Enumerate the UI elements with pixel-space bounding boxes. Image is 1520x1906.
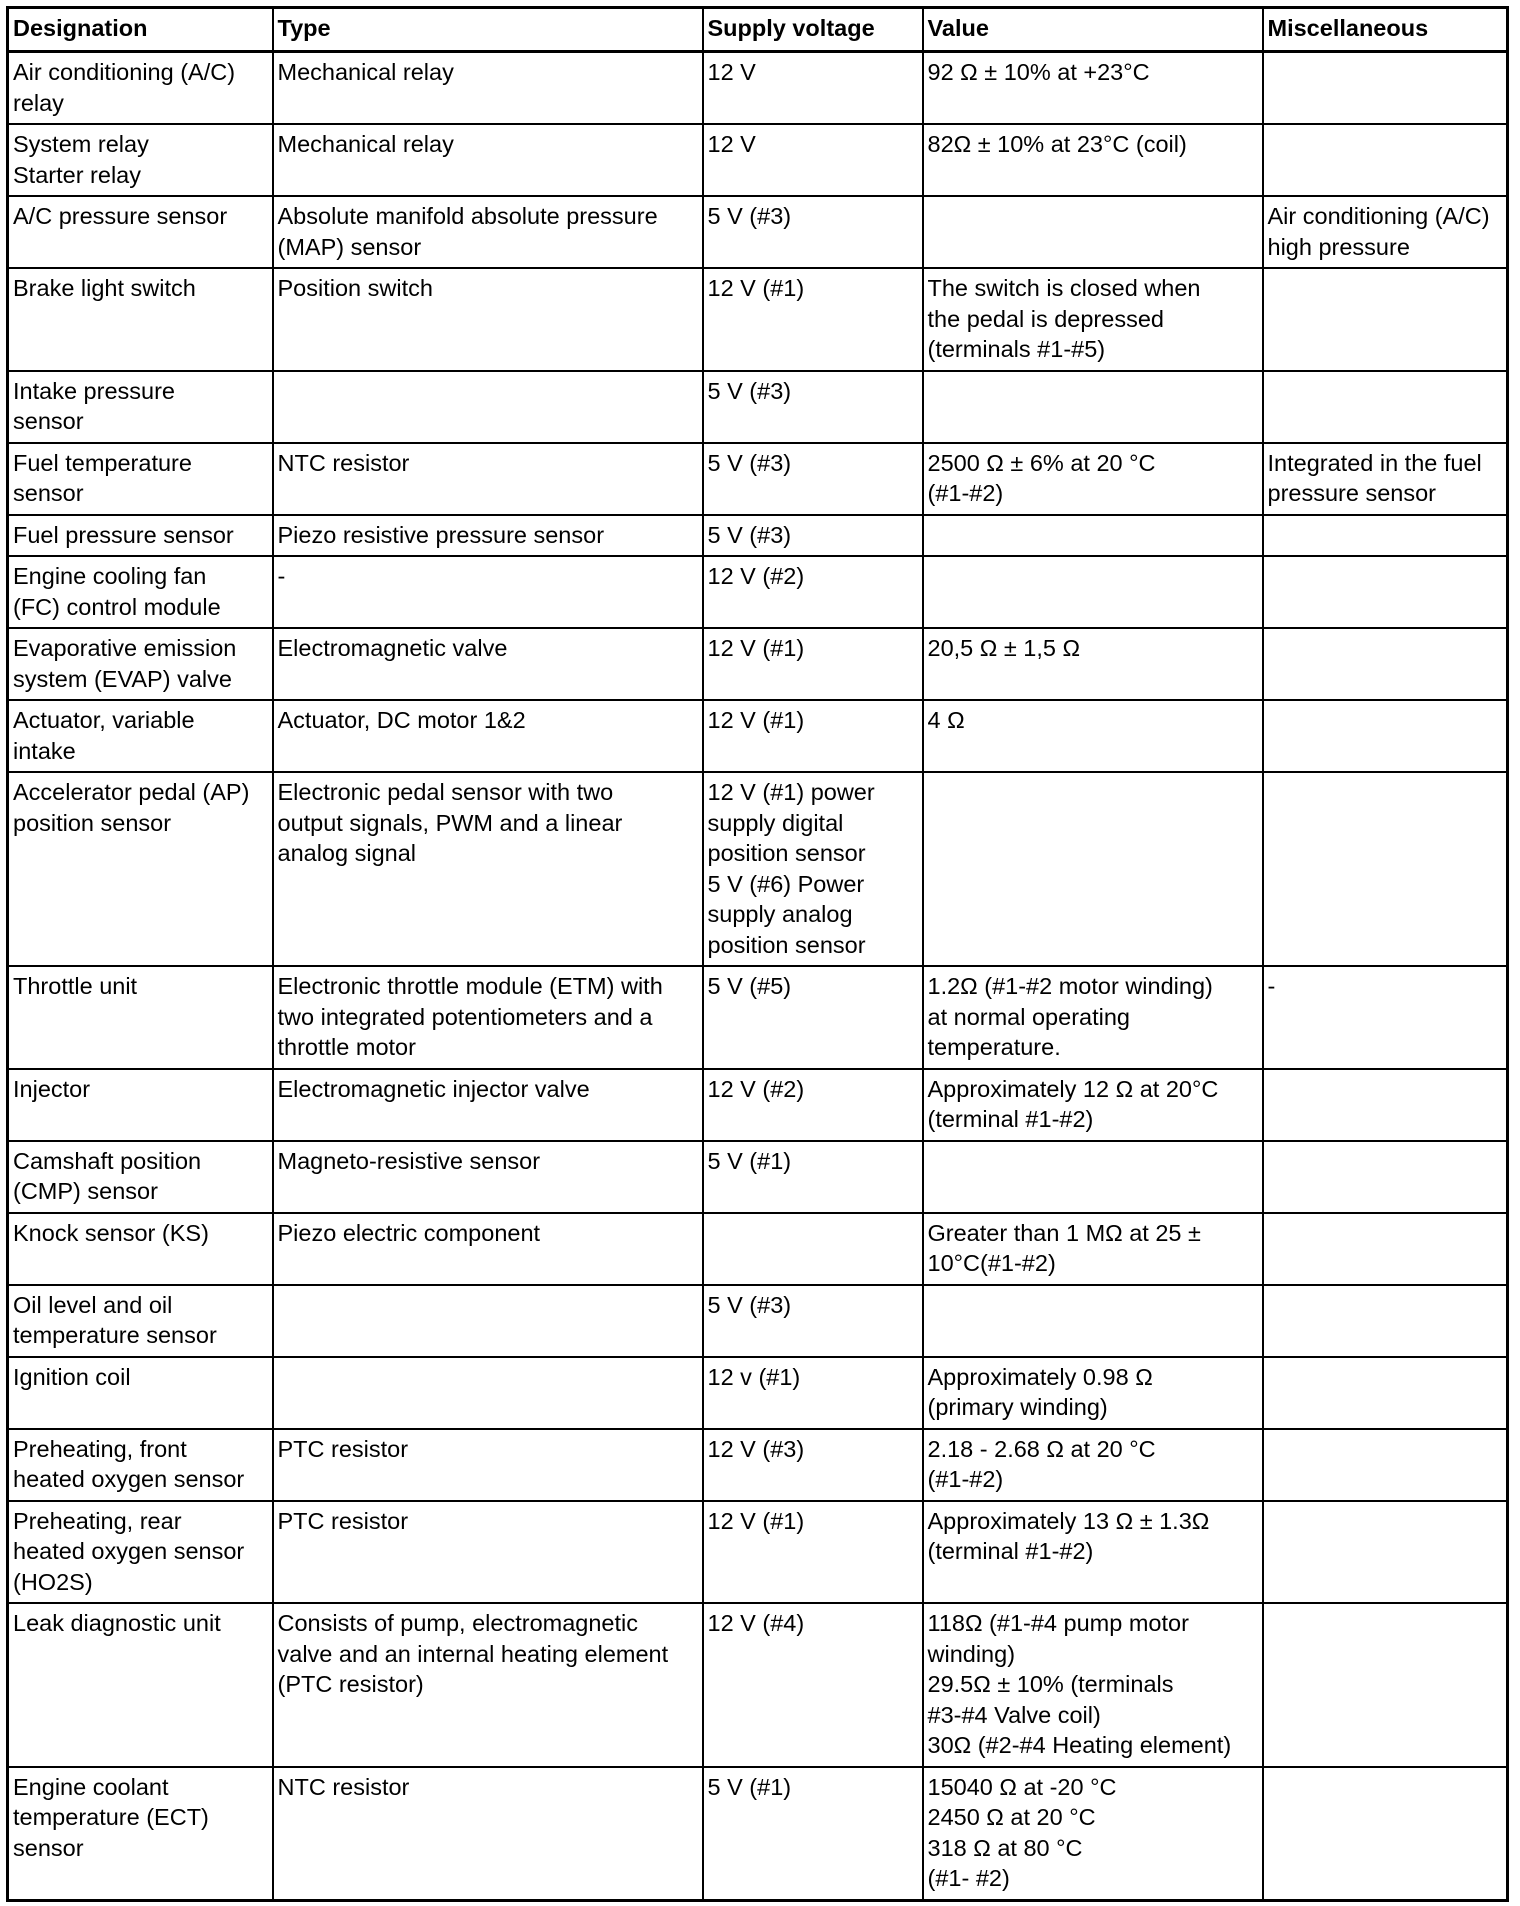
cell-miscellaneous (1263, 1429, 1508, 1501)
table-row (8, 371, 1508, 443)
table-row (8, 1285, 1508, 1357)
cell-type: Actuator, DC motor 1&2 (273, 700, 703, 772)
cell-miscellaneous (1263, 1501, 1508, 1604)
cell-value: 20,5 Ω ± 1,5 Ω (923, 628, 1263, 700)
cell-type: Position switch (273, 268, 703, 371)
cell-type: Mechanical relay (273, 52, 703, 125)
cell-miscellaneous (1263, 1213, 1508, 1285)
cell-miscellaneous (1263, 628, 1508, 700)
cell-miscellaneous (1263, 556, 1508, 628)
cell-designation: Actuator, variable intake (8, 700, 273, 772)
cell-value (923, 196, 1263, 268)
cell-supply-voltage: 12 V (#3) (703, 1429, 923, 1501)
cell-type: - (273, 556, 703, 628)
table-row (8, 268, 1508, 371)
cell-designation: Brake light switch (8, 268, 273, 371)
table-row (8, 1501, 1508, 1604)
cell-miscellaneous (1263, 515, 1508, 557)
component-spec-table (6, 6, 1509, 1902)
cell-value: Approximately 12 Ω at 20°C (terminal #1-#2) (923, 1069, 1263, 1141)
cell-type: Piezo electric component (273, 1213, 703, 1285)
cell-type (273, 371, 703, 443)
cell-supply-voltage: 12 V (#2) (703, 1069, 923, 1141)
cell-designation: Evaporative emission system (EVAP) valve (8, 628, 273, 700)
cell-designation: Knock sensor (KS) (8, 1213, 273, 1285)
cell-value: 2.18 - 2.68 Ω at 20 °C (#1-#2) (923, 1429, 1263, 1501)
cell-supply-voltage: 12 V (#1) (703, 1501, 923, 1604)
cell-miscellaneous (1263, 772, 1508, 966)
cell-type: Piezo resistive pressure sensor (273, 515, 703, 557)
cell-designation: Preheating, front heated oxygen sensor (8, 1429, 273, 1501)
cell-supply-voltage: 12 v (#1) (703, 1357, 923, 1429)
cell-miscellaneous (1263, 268, 1508, 371)
cell-value: 1.2Ω (#1-#2 motor winding) at normal operating temperature. (923, 966, 1263, 1069)
header-designation: Designation (8, 8, 273, 52)
cell-value: 4 Ω (923, 700, 1263, 772)
cell-type: Absolute manifold absolute pressure (MAP) sensor (273, 196, 703, 268)
cell-supply-voltage (703, 1213, 923, 1285)
cell-value: Approximately 0.98 Ω (primary winding) (923, 1357, 1263, 1429)
cell-designation: Fuel pressure sensor (8, 515, 273, 557)
cell-miscellaneous (1263, 1069, 1508, 1141)
cell-type: NTC resistor (273, 1767, 703, 1901)
header-row (8, 8, 1508, 52)
cell-type (273, 1357, 703, 1429)
cell-type: Electromagnetic valve (273, 628, 703, 700)
cell-supply-voltage: 12 V (#1) power supply digital position sensor 5 V (#6) Power supply analog position sensor (703, 772, 923, 966)
cell-supply-voltage: 5 V (#3) (703, 196, 923, 268)
cell-miscellaneous (1263, 1141, 1508, 1213)
cell-supply-voltage: 12 V (703, 124, 923, 196)
cell-supply-voltage: 12 V (#1) (703, 268, 923, 371)
cell-value (923, 371, 1263, 443)
header-value: Value (923, 8, 1263, 52)
cell-designation: Leak diagnostic unit (8, 1603, 273, 1767)
cell-supply-voltage: 12 V (#1) (703, 628, 923, 700)
cell-designation: Engine coolant temperature (ECT) sensor (8, 1767, 273, 1901)
cell-value: 82Ω ± 10% at 23°C (coil) (923, 124, 1263, 196)
table-row (8, 1429, 1508, 1501)
table-row (8, 1357, 1508, 1429)
cell-designation: Ignition coil (8, 1357, 273, 1429)
cell-miscellaneous (1263, 371, 1508, 443)
header-type: Type (273, 8, 703, 52)
cell-type: NTC resistor (273, 443, 703, 515)
table-header (8, 8, 1508, 52)
cell-value: 15040 Ω at -20 °C 2450 Ω at 20 °C 318 Ω at 80 °C (#1- #2) (923, 1767, 1263, 1901)
cell-type (273, 1285, 703, 1357)
table-row (8, 196, 1508, 268)
cell-value (923, 556, 1263, 628)
cell-supply-voltage: 5 V (#1) (703, 1767, 923, 1901)
cell-miscellaneous (1263, 1767, 1508, 1901)
cell-type: Magneto-resistive sensor (273, 1141, 703, 1213)
cell-designation: Throttle unit (8, 966, 273, 1069)
cell-miscellaneous (1263, 1603, 1508, 1767)
cell-miscellaneous (1263, 52, 1508, 125)
table-row (8, 515, 1508, 557)
cell-type: Electronic pedal sensor with two output signals, PWM and a linear analog signal (273, 772, 703, 966)
cell-type: Consists of pump, electromagnetic valve and an internal heating element (PTC resistor) (273, 1603, 703, 1767)
cell-miscellaneous (1263, 700, 1508, 772)
cell-designation: Intake pressure sensor (8, 371, 273, 443)
cell-designation: Fuel temperature sensor (8, 443, 273, 515)
cell-miscellaneous: - (1263, 966, 1508, 1069)
cell-supply-voltage: 12 V (#4) (703, 1603, 923, 1767)
cell-designation: Air conditioning (A/C) relay (8, 52, 273, 125)
cell-miscellaneous (1263, 1357, 1508, 1429)
cell-value: 118Ω (#1-#4 pump motor winding) 29.5Ω ± 10% (terminals #3-#4 Valve coil) 30Ω (#2-#4 Heating element) (923, 1603, 1263, 1767)
cell-supply-voltage: 12 V (#2) (703, 556, 923, 628)
cell-value: Approximately 13 Ω ± 1.3Ω (terminal #1-#2) (923, 1501, 1263, 1604)
cell-designation: Accelerator pedal (AP) position sensor (8, 772, 273, 966)
table-row (8, 1767, 1508, 1901)
cell-value (923, 1285, 1263, 1357)
spec-table-container (6, 6, 1506, 1902)
cell-type: Electromagnetic injector valve (273, 1069, 703, 1141)
cell-value (923, 1141, 1263, 1213)
cell-supply-voltage: 12 V (703, 52, 923, 125)
table-row (8, 966, 1508, 1069)
table-row (8, 628, 1508, 700)
table-row (8, 1141, 1508, 1213)
table-row (8, 700, 1508, 772)
cell-type: Electronic throttle module (ETM) with two integrated potentiometers and a throttle motor (273, 966, 703, 1069)
cell-designation: Oil level and oil temperature sensor (8, 1285, 273, 1357)
cell-designation: A/C pressure sensor (8, 196, 273, 268)
cell-type: Mechanical relay (273, 124, 703, 196)
table-row (8, 772, 1508, 966)
cell-miscellaneous: Integrated in the fuel pressure sensor (1263, 443, 1508, 515)
cell-value: The switch is closed when the pedal is depressed (terminals #1-#5) (923, 268, 1263, 371)
cell-designation: System relay Starter relay (8, 124, 273, 196)
cell-miscellaneous: Air conditioning (A/C) high pressure (1263, 196, 1508, 268)
cell-designation: Camshaft position (CMP) sensor (8, 1141, 273, 1213)
cell-designation: Engine cooling fan (FC) control module (8, 556, 273, 628)
header-miscellaneous: Miscellaneous (1263, 8, 1508, 52)
cell-value (923, 772, 1263, 966)
cell-supply-voltage: 5 V (#3) (703, 1285, 923, 1357)
table-row (8, 1603, 1508, 1767)
table-row (8, 52, 1508, 125)
cell-type: PTC resistor (273, 1429, 703, 1501)
cell-value: Greater than 1 MΩ at 25 ± 10°C(#1-#2) (923, 1213, 1263, 1285)
table-row (8, 1069, 1508, 1141)
cell-miscellaneous (1263, 124, 1508, 196)
cell-supply-voltage: 12 V (#1) (703, 700, 923, 772)
cell-value: 92 Ω ± 10% at +23°C (923, 52, 1263, 125)
cell-value: 2500 Ω ± 6% at 20 °C (#1-#2) (923, 443, 1263, 515)
table-row (8, 1213, 1508, 1285)
cell-supply-voltage: 5 V (#3) (703, 515, 923, 557)
table-row (8, 124, 1508, 196)
cell-miscellaneous (1263, 1285, 1508, 1357)
cell-supply-voltage: 5 V (#1) (703, 1141, 923, 1213)
cell-supply-voltage: 5 V (#5) (703, 966, 923, 1069)
cell-value (923, 515, 1263, 557)
cell-supply-voltage: 5 V (#3) (703, 443, 923, 515)
table-row (8, 443, 1508, 515)
cell-designation: Preheating, rear heated oxygen sensor (HO2S) (8, 1501, 273, 1604)
header-supply-voltage: Supply voltage (703, 8, 923, 52)
table-body (8, 52, 1508, 1901)
cell-supply-voltage: 5 V (#3) (703, 371, 923, 443)
cell-type: PTC resistor (273, 1501, 703, 1604)
cell-designation: Injector (8, 1069, 273, 1141)
table-row (8, 556, 1508, 628)
